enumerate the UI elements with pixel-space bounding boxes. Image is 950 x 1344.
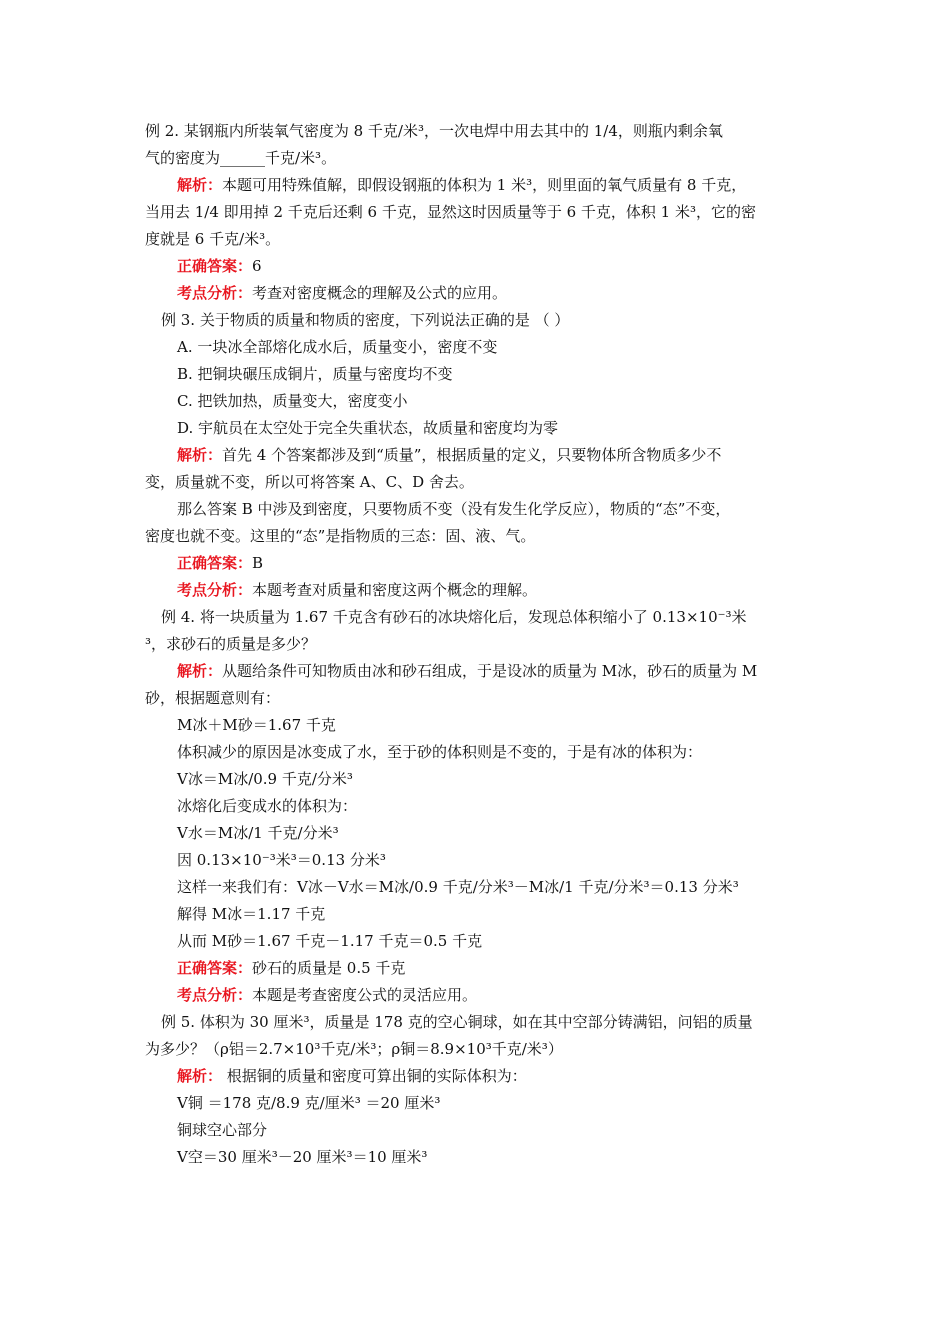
point-label: 考点分析： bbox=[177, 581, 253, 599]
q3-analysis-line-4: 密度也就不变。这里的“态”是指物质的三态：固、液、气。 bbox=[145, 527, 536, 545]
analysis-label: 解析： bbox=[177, 446, 223, 464]
point-label: 考点分析： bbox=[177, 284, 253, 302]
q4-stem-line-1: 例 4. 将一块质量为 1.67 千克含有砂石的冰块熔化后，发现总体积缩小了 0.13×10⁻³米 bbox=[161, 608, 747, 626]
q4-analysis-line-1 bbox=[145, 658, 810, 685]
q5-analysis-line-1 bbox=[145, 1063, 810, 1090]
q4-eq-7: 从而 M砂＝1.67 千克－1.17 千克＝0.5 千克 bbox=[177, 932, 483, 950]
q3-option-d: D. 宇航员在太空处于完全失重状态，故质量和密度均为零 bbox=[177, 419, 559, 437]
q3-answer-line bbox=[145, 550, 810, 577]
analysis-label: 解析： bbox=[177, 1067, 223, 1085]
q4-text-1: 体积减少的原因是冰变成了水，至于砂的体积则是不变的，于是有冰的体积为： bbox=[177, 743, 703, 761]
q5-text-1: 铜球空心部分 bbox=[177, 1121, 268, 1139]
q3-option-c: C. 把铁加热，质量变大，密度变小 bbox=[177, 392, 408, 410]
q2-point-line bbox=[145, 280, 810, 307]
q4-eq-4: 因 0.13×10⁻³米³＝0.13 分米³ bbox=[177, 851, 386, 869]
q5-eq-1: V铜 ＝178 克/8.9 克/厘米³ ＝20 厘米³ bbox=[177, 1094, 441, 1112]
answer-label: 正确答案： bbox=[177, 959, 253, 977]
q2-analysis-line-2: 当用去 1/4 即用掉 2 千克后还剩 6 千克，显然这时因质量等于 6 千克，体积 1 米³，它的密 bbox=[145, 203, 757, 221]
q3-option-a: A. 一块冰全部熔化成水后，质量变小，密度不变 bbox=[177, 338, 498, 356]
q3-stem: 例 3. 关于物质的质量和物质的密度，下列说法正确的是 （ ） bbox=[161, 311, 570, 329]
q2-analysis-line-3: 度就是 6 千克/米³。 bbox=[145, 230, 281, 248]
q4-analysis-text-1: 从题给条件可知物质由冰和砂石组成，于是设冰的质量为 M冰，砂石的质量为 M bbox=[222, 662, 758, 680]
q3-analysis-line-3: 那么答案 B 中涉及到密度，只要物质不变（没有发生化学反应），物质的“态”不变， bbox=[177, 500, 731, 518]
q4-eq-5: 这样一来我们有：V冰－V水＝M冰/0.9 千克/分米³－M冰/1 千克/分米³＝0.13 分米³ bbox=[177, 878, 739, 896]
q4-point-line bbox=[145, 982, 810, 1009]
q4-eq-3: V水＝M冰/1 千克/分米³ bbox=[177, 824, 339, 842]
point-label: 考点分析： bbox=[177, 986, 253, 1004]
q4-eq-6: 解得 M冰＝1.17 千克 bbox=[177, 905, 326, 923]
q4-eq-1: M冰＋M砂＝1.67 千克 bbox=[177, 716, 336, 734]
q2-analysis-text-1: 本题可用特殊值解，即假设钢瓶的体积为 1 米³，则里面的氧气质量有 8 千克， bbox=[222, 176, 747, 194]
q2-stem-line-2: 气的密度为______千克/米³。 bbox=[145, 149, 337, 167]
q4-analysis-line-2: 砂，根据题意则有： bbox=[145, 689, 281, 707]
q5-analysis-text-1: 根据铜的质量和密度可算出铜的实际体积为： bbox=[222, 1067, 527, 1085]
q3-analysis-line-2: 变，质量就不变，所以可将答案 A、C、D 舍去。 bbox=[145, 473, 474, 491]
q3-analysis-line-1 bbox=[145, 442, 810, 469]
answer-label: 正确答案： bbox=[177, 554, 253, 572]
q5-eq-2: V空＝30 厘米³－20 厘米³＝10 厘米³ bbox=[177, 1148, 428, 1166]
q2-answer-line bbox=[145, 253, 810, 280]
q4-eq-2: V冰＝M冰/0.9 千克/分米³ bbox=[177, 770, 353, 788]
q3-option-b: B. 把铜块碾压成铜片，质量与密度均不变 bbox=[177, 365, 453, 383]
q4-text-2: 冰熔化后变成水的体积为： bbox=[177, 797, 358, 815]
q4-answer: 砂石的质量是 0.5 千克 bbox=[252, 959, 406, 977]
answer-label: 正确答案： bbox=[177, 257, 253, 275]
q4-stem-line-2: ³，求砂石的质量是多少？ bbox=[145, 635, 317, 653]
q5-stem-line-1: 例 5. 体积为 30 厘米³，质量是 178 克的空心铜球，如在其中空部分铸满铝，问铝的质量 bbox=[161, 1013, 753, 1031]
q2-point: 考查对密度概念的理解及公式的应用。 bbox=[252, 284, 508, 302]
q3-point: 本题考查对质量和密度这两个概念的理解。 bbox=[252, 581, 538, 599]
content-body bbox=[145, 118, 810, 1171]
q4-answer-line bbox=[145, 955, 810, 982]
q2-stem-line-1: 例 2. 某钢瓶内所装氧气密度为 8 千克/米³，一次电焊中用去其中的 1/4，则瓶内剩余氧 bbox=[145, 122, 723, 140]
q3-point-line bbox=[145, 577, 810, 604]
analysis-label: 解析： bbox=[177, 662, 223, 680]
q3-analysis-text-1: 首先 4 个答案都涉及到“质量”，根据质量的定义，只要物体所含物质多少不 bbox=[222, 446, 722, 464]
q4-point: 本题是考查密度公式的灵活应用。 bbox=[252, 986, 478, 1004]
analysis-label: 解析： bbox=[177, 176, 223, 194]
q5-stem-line-2: 为多少？（ρ铝＝2.7×10³千克/米³；ρ铜＝8.9×10³千克/米³） bbox=[145, 1040, 563, 1058]
q2-answer: 6 bbox=[252, 257, 262, 275]
q2-analysis-line-1 bbox=[145, 172, 810, 199]
q3-answer: B bbox=[252, 554, 264, 572]
